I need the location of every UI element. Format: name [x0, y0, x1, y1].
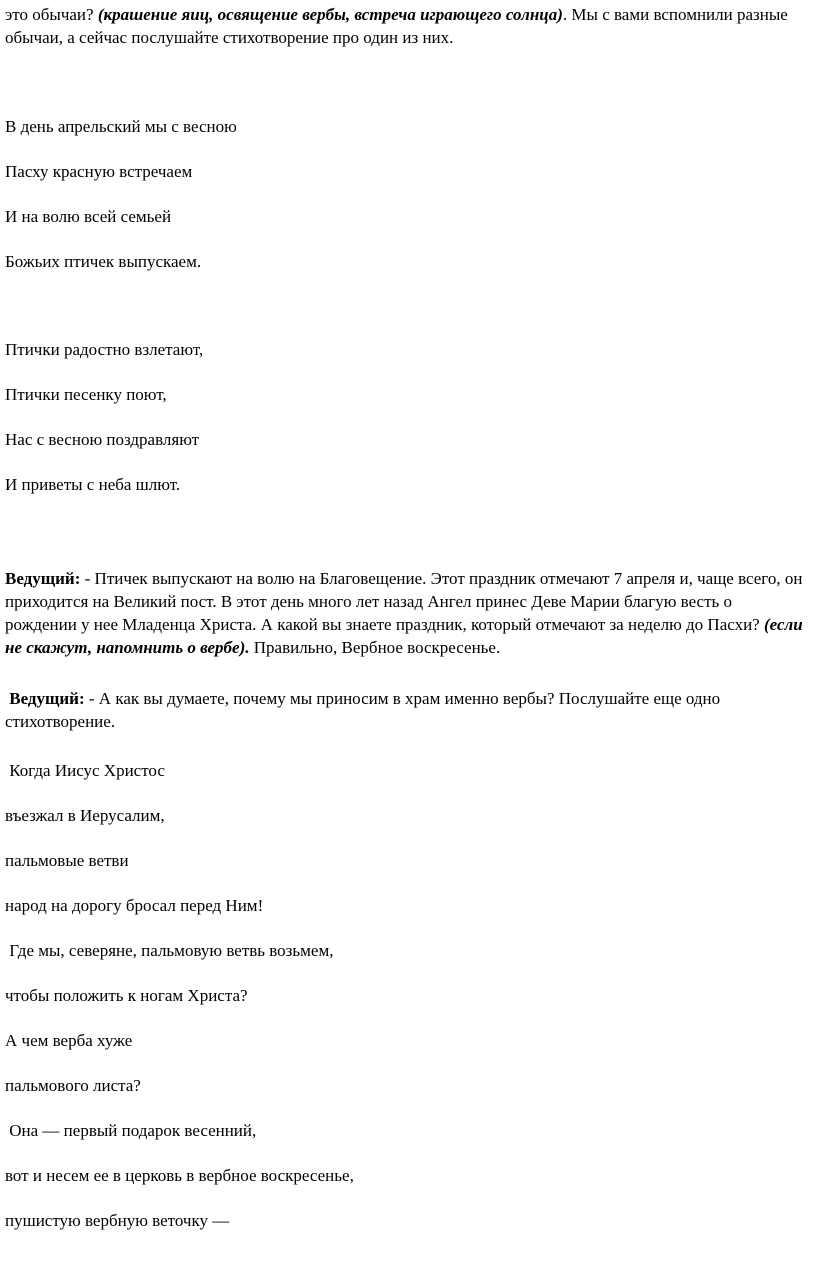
poem-line: Она — первый подарок весенний,: [5, 1121, 257, 1140]
poem-stanza-1: [5, 115, 804, 273]
poem-line: А чем верба хуже: [5, 1031, 133, 1050]
host-label: Ведущий:: [9, 689, 85, 708]
host-paragraph-2: [5, 687, 804, 733]
poem-line: чтобы положить к ногам Христа?: [5, 986, 248, 1005]
poem-line: пальмового листа?: [5, 1076, 141, 1095]
poem-line: И на волю всей семьей: [5, 207, 172, 226]
poem-line: Где мы, северяне, пальмовую ветвь возьмем,: [5, 941, 334, 960]
poem-line: Божьих птичек выпускаем.: [5, 252, 202, 271]
poem-stanza-2: [5, 338, 804, 496]
host1-text-before: - Птичек выпускают на волю на Благовещение. Этот праздник отмечают 7 апреля и, чаще всего, он приходится на Великий пост. В этот день много лет назад Ангел принес Деве Марии благую весть о рождении у нее Младенца Христа. А какой вы знаете праздник, который отмечают за неделю до Пасхи?: [5, 569, 807, 634]
poem-line: Пасху красную встречаем: [5, 162, 193, 181]
host-paragraph-1: [5, 567, 807, 659]
poem-stanza-3: [5, 759, 804, 1232]
poem-line: И приветы с неба шлют.: [5, 475, 181, 494]
intro-paragraph: [5, 3, 804, 49]
host1-text-after: Правильно, Вербное воскресенье.: [249, 638, 501, 657]
poem-line: пушистую вербную веточку —: [5, 1211, 230, 1230]
poem-line: Нас с весною поздравляют: [5, 430, 200, 449]
poem-line: въезжал в Иерусалим,: [5, 806, 165, 825]
host-label: Ведущий:: [5, 569, 81, 588]
intro-text-suffix: . Мы с вами вспомнили разные обычаи, а сейчас послушайте стихотворение про один из них.: [5, 5, 793, 47]
host1-text-italic: (если не скажут, напомнить о вербе).: [5, 615, 807, 657]
poem-line: Птички песенку поют,: [5, 385, 167, 404]
poem-line: народ на дорогу бросал перед Ним!: [5, 896, 264, 915]
intro-text-italic: (крашение яиц, освящение вербы, встреча играющего солнца): [97, 5, 563, 24]
poem-line: Птички радостно взлетают,: [5, 340, 204, 359]
poem-line: В день апрельский мы с весною: [5, 117, 237, 136]
poem-line: пальмовые ветви: [5, 851, 129, 870]
poem-line: Когда Иисус Христос: [5, 761, 165, 780]
intro-text-prefix: это обычаи?: [5, 5, 98, 24]
host2-text: - А как вы думаете, почему мы приносим в храм именно вербы? Послушайте еще одно стихотворение.: [5, 689, 725, 731]
poem-line: вот и несем ее в церковь в вербное воскресенье,: [5, 1166, 354, 1185]
